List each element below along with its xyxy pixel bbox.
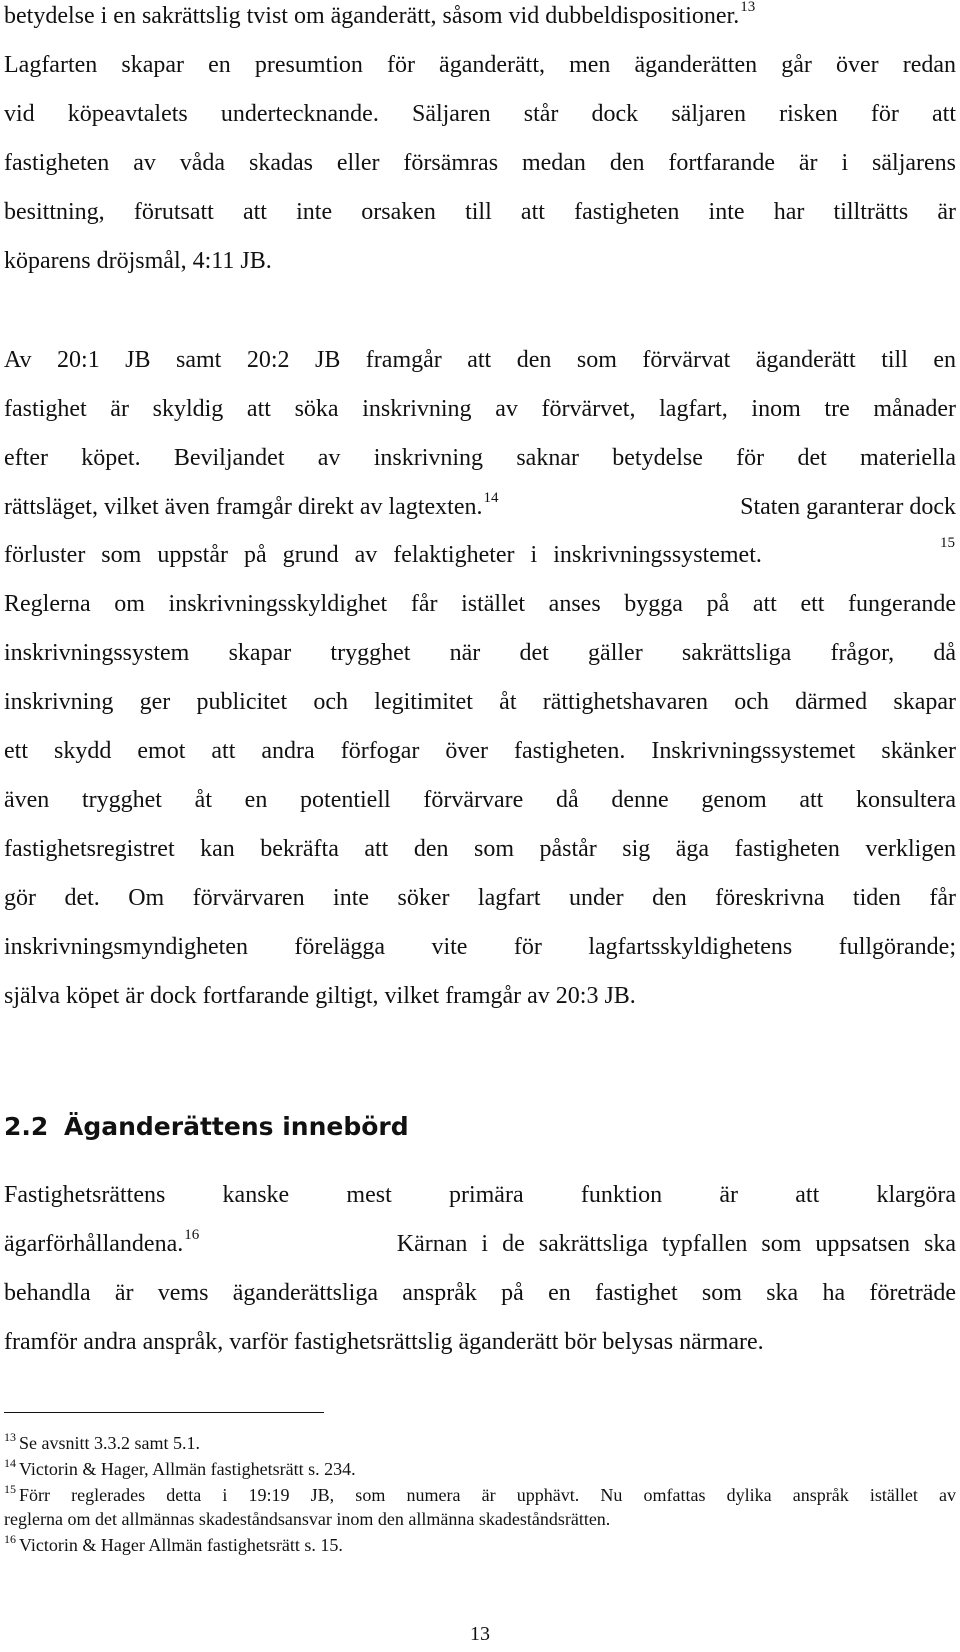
body-line: [4, 1229, 956, 1262]
body-line: behandla är vems äganderättsliga anspråk på en fastighet som ska ha företräde: [4, 1280, 956, 1306]
footnote-text: Victorin & Hager, Allmän fastighetsrätt s. 234.: [19, 1459, 356, 1479]
body-line: även trygghet åt en potentiell förvärvare då denne genom att konsultera: [4, 787, 956, 813]
footnote-text: Se avsnitt 3.3.2 samt 5.1.: [19, 1433, 200, 1453]
body-line: gör det. Om förvärvaren inte söker lagfart under den föreskrivna tiden får: [4, 885, 956, 911]
footnote-text: Victorin & Hager Allmän fastighetsrätt s. 15.: [19, 1535, 343, 1555]
text-span: Kärnan i de sakrättsliga typfallen som uppsatsen ska: [396, 1231, 956, 1257]
text-span: betydelse i en sakrättslig tvist om äganderätt, såsom vid dubbeldispositioner.: [4, 3, 740, 29]
body-line: ett skydd emot att andra förfogar över fastigheten. Inskrivningssystemet skänker: [4, 738, 956, 764]
footnote-number: 13: [4, 1430, 16, 1444]
footnote-number: 15: [4, 1482, 16, 1496]
footnote: [4, 1458, 956, 1482]
body-line: [4, 535, 956, 570]
text-span: förluster som uppstår på grund av felaktigheter i inskrivningssystemet.: [4, 542, 762, 568]
body-line: Reglerna om inskrivningsskyldighet får istället anses bygga på att ett fungerande: [4, 591, 956, 617]
body-line: inskrivningsmyndigheten förelägga vite för lagfartsskyldighetens fullgörande;: [4, 934, 956, 960]
body-line: Av 20:1 JB samt 20:2 JB framgår att den som förvärvat äganderätt till en: [4, 347, 956, 373]
section-number: 2.2: [4, 1112, 49, 1141]
footnote-ref[interactable]: 14: [483, 490, 499, 506]
text-span: Staten garanterar dock: [740, 494, 956, 520]
footnote: [4, 1534, 956, 1558]
body-line: fastighet är skyldig att söka inskrivning av förvärvet, lagfart, inom tre månader: [4, 396, 956, 422]
text-span: [4, 1229, 200, 1262]
body-line: vid köpeavtalets undertecknande. Säljaren står dock säljaren risken för att: [4, 101, 956, 127]
body-line: [4, 492, 956, 525]
text-span: [4, 492, 499, 525]
footnote: [4, 1484, 956, 1508]
body-line: själva köpet är dock fortfarande giltigt, vilket framgår av 20:3 JB.: [4, 983, 636, 1009]
section-heading: [4, 1112, 409, 1142]
body-line: framför andra anspråk, varför fastighetsrättslig äganderätt bör belysas närmare.: [4, 1329, 764, 1355]
footnote-ref[interactable]: 15: [940, 535, 955, 551]
footnote-number: 14: [4, 1456, 16, 1470]
section-title: Äganderättens innebörd: [64, 1112, 409, 1141]
text-span: rättsläget, vilket även framgår direkt av lagtexten.: [4, 494, 483, 520]
body-line: inskrivningssystem skapar trygghet när det gäller sakrättsliga frågor, då: [4, 640, 956, 666]
body-line: besittning, förutsatt att inte orsaken till att fastigheten inte har tillträtts är: [4, 199, 956, 225]
footnote: [4, 1432, 956, 1456]
footnote-separator: [4, 1412, 324, 1413]
footnote-ref[interactable]: 13: [740, 0, 756, 15]
body-line: fastigheten av våda skadas eller försämras medan den fortfarande är i säljarens: [4, 150, 956, 176]
body-line: inskrivning ger publicitet och legitimitet åt rättighetshavaren och därmed skapar: [4, 689, 956, 715]
body-line: Lagfarten skapar en presumtion för äganderätt, men äganderätten går över redan: [4, 52, 956, 78]
body-line: efter köpet. Beviljandet av inskrivning saknar betydelse för det materiella: [4, 445, 956, 471]
footnote-text: Förr reglerades detta i 19:19 JB, som numera är upphävt. Nu omfattas dylika anspråk istället av: [19, 1485, 956, 1505]
body-line: Fastighetsrättens kanske mest primära funktion är att klargöra: [4, 1182, 956, 1208]
text-span: ägarförhållandena.: [4, 1231, 184, 1257]
page-number: 13: [470, 1623, 490, 1645]
body-line: köparens dröjsmål, 4:11 JB.: [4, 248, 272, 274]
body-line: [4, 1, 956, 34]
footnote-ref[interactable]: 16: [184, 1227, 200, 1243]
body-line: fastighetsregistret kan bekräfta att den som påstår sig äga fastigheten verkligen: [4, 836, 956, 862]
footnote-number: 16: [4, 1532, 16, 1546]
footnote-continuation: reglerna om det allmännas skadeståndsansvar inom den allmänna skadeståndsrätten.: [4, 1509, 611, 1529]
